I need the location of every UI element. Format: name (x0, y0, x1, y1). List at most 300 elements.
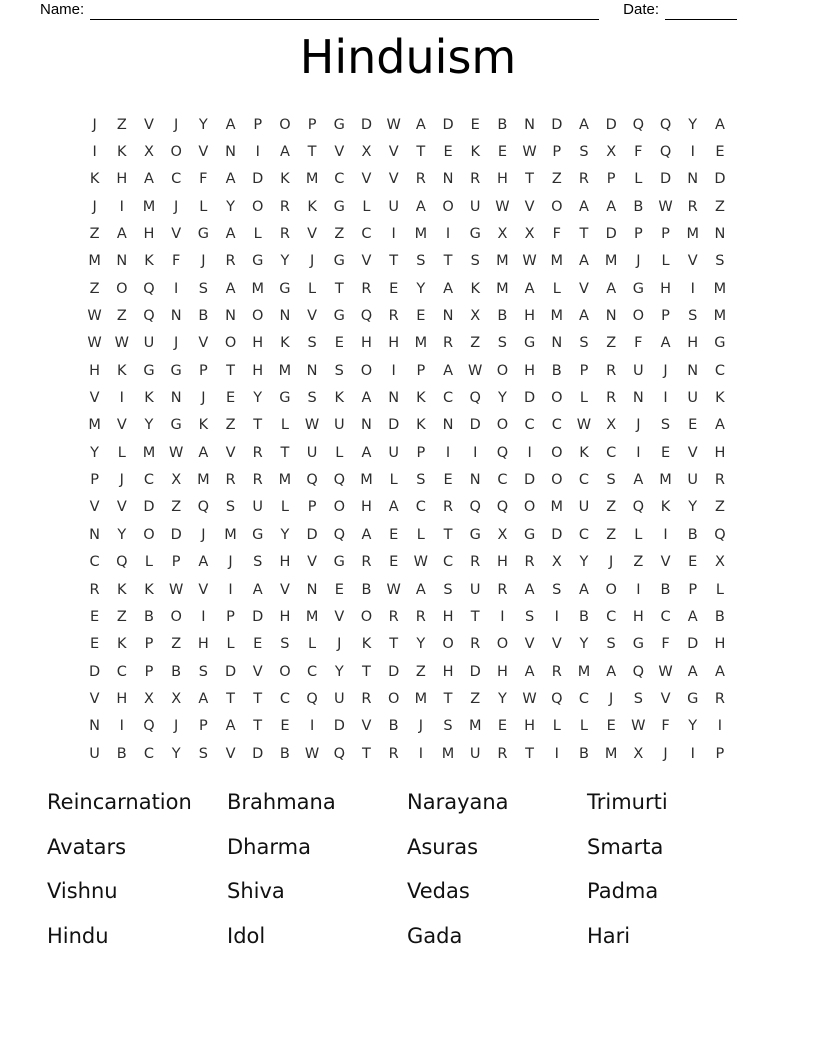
grid-cell: D (89, 663, 101, 680)
grid-cell: H (442, 608, 454, 625)
grid-cell: K (280, 171, 290, 188)
grid-cell: S (470, 253, 480, 270)
grid-cell: H (197, 636, 209, 653)
grid-cell: G (523, 526, 536, 543)
grid-cell: W (87, 335, 102, 352)
grid-cell: M (713, 308, 727, 325)
grid-cell: T (226, 690, 235, 707)
grid-cell: N (605, 308, 617, 325)
grid-cell: Y (117, 526, 127, 543)
grid-cell: Q (659, 116, 672, 133)
grid-cell: V (198, 144, 209, 161)
grid-cell: Z (89, 280, 100, 297)
grid-cell: L (253, 226, 262, 243)
grid-cell: W (631, 718, 646, 735)
grid-cell: L (144, 554, 154, 571)
grid-cell: A (225, 171, 236, 188)
grid-cell: X (144, 144, 154, 161)
grid-cell: M (604, 745, 618, 762)
grid-cell: G (632, 280, 644, 297)
grid-cell: V (171, 226, 182, 243)
grid-cell: Z (225, 417, 236, 434)
grid-cell: U (687, 390, 699, 407)
grid-cell: X (606, 144, 617, 161)
grid-cell: Z (116, 608, 127, 625)
grid-cell: I (500, 608, 505, 625)
grid-cell: D (252, 171, 264, 188)
grid-cell: W (386, 581, 401, 598)
grid-cell: M (142, 198, 156, 215)
grid-cell: O (523, 499, 536, 516)
grid-cell: A (714, 417, 725, 434)
grid-cell: K (470, 144, 480, 161)
grid-cell: M (686, 226, 699, 243)
grid-cell: T (525, 171, 535, 188)
grid-cell: I (174, 280, 179, 297)
grid-cell: O (496, 636, 509, 653)
grid-cell: T (307, 144, 317, 161)
grid-cell: N (442, 308, 454, 325)
grid-cell: F (199, 171, 208, 188)
grid-cell: U (469, 581, 481, 598)
grid-cell: J (609, 690, 614, 707)
grid-cell: T (226, 362, 235, 379)
grid-cell: Z (171, 636, 182, 653)
grid-cell: C (578, 472, 590, 489)
grid-cell: S (307, 335, 317, 352)
grid-cell: E (660, 444, 671, 461)
grid-cell: R (606, 362, 617, 379)
grid-cell: B (171, 663, 182, 680)
grid-cell: I (119, 198, 124, 215)
grid-cell: X (551, 554, 562, 571)
grid-cell: X (171, 690, 182, 707)
grid-cell: Q (143, 280, 155, 297)
grid-cell: Z (606, 335, 617, 352)
grid-cell: A (606, 198, 617, 215)
grid-cell: P (416, 362, 426, 379)
grid-cell: R (497, 745, 508, 762)
grid-cell: J (119, 472, 124, 489)
grid-cell: V (225, 444, 236, 461)
grid-cell: R (578, 171, 589, 188)
grid-cell: Y (198, 116, 208, 133)
grid-cell: O (252, 198, 264, 215)
grid-cell: B (578, 745, 589, 762)
grid-cell: K (117, 362, 127, 379)
grid-cell: J (201, 390, 206, 407)
grid-cell: V (225, 745, 236, 762)
grid-cell: E (389, 280, 399, 297)
grid-cell: O (442, 198, 454, 215)
grid-cell: R (524, 554, 535, 571)
grid-cell: L (226, 636, 235, 653)
grid-cell: O (143, 526, 155, 543)
grid-cell: B (660, 581, 671, 598)
grid-cell: S (225, 499, 236, 516)
grid-cell: R (442, 335, 454, 352)
grid-cell: P (198, 362, 208, 379)
grid-cell: C (524, 417, 535, 434)
grid-cell: V (687, 444, 698, 461)
grid-cell: S (606, 636, 616, 653)
grid-cell: V (198, 581, 209, 598)
grid-cell: A (144, 171, 154, 188)
grid-cell: N (170, 390, 182, 407)
grid-cell: Z (551, 171, 562, 188)
grid-cell: I (554, 608, 559, 625)
grid-cell: M (496, 280, 509, 297)
grid-cell: Y (334, 663, 344, 680)
grid-cell: O (116, 280, 128, 297)
grid-cell: G (279, 280, 291, 297)
grid-cell: Z (116, 308, 127, 325)
grid-cell: R (89, 581, 100, 598)
grid-cell: N (687, 362, 699, 379)
grid-cell: K (198, 417, 209, 434)
word-list-item: Reincarnation (47, 790, 192, 815)
grid-cell: A (606, 663, 617, 680)
grid-cell: O (551, 444, 563, 461)
grid-cell: Y (253, 390, 263, 407)
grid-cell: V (388, 171, 399, 188)
grid-cell: T (253, 690, 263, 707)
grid-cell: A (579, 308, 589, 325)
grid-cell: A (714, 116, 725, 133)
grid-cell: G (333, 198, 345, 215)
grid-cell: V (307, 308, 318, 325)
grid-cell: S (253, 554, 263, 571)
grid-cell: U (687, 472, 699, 489)
grid-cell: H (660, 280, 671, 297)
grid-cell: R (388, 608, 399, 625)
grid-cell: W (522, 690, 537, 707)
grid-cell: N (170, 308, 182, 325)
word-list-item: Dharma (227, 834, 311, 859)
grid-cell: I (473, 444, 478, 461)
grid-cell: K (117, 144, 127, 161)
grid-cell: L (362, 198, 371, 215)
grid-cell: K (334, 390, 345, 407)
grid-cell: O (605, 581, 617, 598)
grid-cell: B (551, 362, 562, 379)
grid-cell: Z (633, 554, 644, 571)
grid-cell: E (470, 116, 480, 133)
grid-cell: H (252, 335, 264, 352)
grid-cell: Y (416, 280, 426, 297)
grid-cell: F (634, 144, 643, 161)
grid-cell: H (116, 690, 128, 707)
grid-cell: A (579, 116, 589, 133)
grid-cell: Z (470, 335, 481, 352)
grid-cell: V (89, 690, 100, 707)
grid-cell: O (252, 308, 264, 325)
grid-cell: E (443, 144, 453, 161)
grid-cell: U (388, 198, 399, 215)
grid-cell: T (579, 226, 589, 243)
grid-cell: X (171, 472, 182, 489)
grid-cell: E (90, 608, 100, 625)
grid-cell: O (360, 362, 373, 379)
grid-cell: S (198, 663, 208, 680)
grid-cell: S (334, 362, 344, 379)
grid-cell: S (552, 581, 562, 598)
grid-cell: N (524, 116, 536, 133)
grid-cell: T (280, 444, 290, 461)
grid-cell: D (224, 663, 237, 680)
grid-cell: N (388, 390, 400, 407)
grid-cell: L (199, 198, 208, 215)
grid-cell: W (168, 444, 184, 461)
grid-cell: Y (688, 116, 698, 133)
grid-cell: A (443, 280, 453, 297)
grid-cell: U (333, 690, 345, 707)
grid-cell: G (143, 362, 155, 379)
grid-cell: I (255, 144, 260, 161)
grid-cell: M (224, 526, 237, 543)
grid-cell: G (687, 690, 699, 707)
grid-cell: N (89, 718, 101, 735)
grid-cell: A (415, 581, 426, 598)
grid-cell: Z (334, 226, 345, 243)
grid-cell: P (226, 608, 235, 625)
grid-cell: T (443, 526, 453, 543)
grid-cell: J (201, 526, 206, 543)
grid-cell: K (280, 335, 290, 352)
grid-cell: G (333, 308, 345, 325)
grid-cell: T (334, 280, 344, 297)
grid-cell: V (116, 417, 127, 434)
grid-cell: B (143, 608, 154, 625)
grid-cell: A (225, 226, 236, 243)
grid-cell: R (279, 198, 290, 215)
grid-cell: D (469, 663, 481, 680)
grid-cell: D (714, 171, 726, 188)
grid-cell: Q (143, 308, 155, 325)
grid-cell: L (280, 417, 289, 434)
grid-cell: M (414, 335, 428, 352)
grid-cell: E (90, 636, 100, 653)
grid-cell: N (687, 171, 699, 188)
grid-cell: Q (333, 472, 345, 489)
grid-cell: D (524, 390, 536, 407)
grid-cell: R (470, 636, 481, 653)
grid-cell: I (391, 362, 396, 379)
grid-cell: R (470, 171, 481, 188)
grid-cell: X (606, 417, 617, 434)
grid-cell: G (469, 526, 481, 543)
grid-cell: I (418, 745, 423, 762)
grid-cell: G (279, 390, 291, 407)
word-list-item: Avatars (47, 834, 127, 859)
grid-cell: L (715, 581, 724, 598)
grid-cell: C (415, 499, 426, 516)
grid-cell: V (89, 499, 100, 516)
grid-cell: V (524, 636, 535, 653)
grid-cell: A (225, 116, 236, 133)
grid-cell: Z (714, 499, 725, 516)
grid-cell: N (361, 417, 372, 434)
grid-cell: H (714, 636, 726, 653)
grid-cell: O (333, 499, 345, 516)
grid-cell: A (361, 444, 372, 461)
grid-cell: H (143, 226, 155, 243)
grid-cell: N (89, 526, 101, 543)
grid-cell: F (661, 636, 670, 653)
grid-cell: H (687, 335, 699, 352)
grid-cell: I (201, 608, 206, 625)
grid-cell: C (551, 417, 562, 434)
grid-cell: V (660, 690, 671, 707)
grid-cell: G (170, 417, 182, 434)
word-search-grid-container (81, 111, 735, 767)
grid-cell: O (279, 663, 291, 680)
grid-cell: Q (143, 718, 155, 735)
grid-cell: X (144, 690, 154, 707)
grid-cell: Z (470, 690, 481, 707)
word-list-item: Vishnu (47, 879, 118, 904)
grid-cell: T (362, 745, 371, 762)
grid-cell: J (201, 253, 206, 270)
grid-cell: O (496, 362, 509, 379)
grid-cell: J (337, 636, 342, 653)
grid-cell: K (579, 444, 589, 461)
grid-cell: A (415, 198, 426, 215)
grid-cell: D (170, 526, 182, 543)
grid-cell: N (306, 362, 318, 379)
grid-cell: Y (416, 636, 426, 653)
grid-cell: I (228, 581, 233, 598)
grid-cell: E (389, 526, 399, 543)
grid-cell: A (388, 499, 399, 516)
grid-cell: S (579, 335, 589, 352)
grid-cell: T (443, 690, 453, 707)
word-list-item: Padma (587, 879, 659, 904)
grid-cell: W (114, 335, 129, 352)
grid-cell: T (443, 253, 453, 270)
grid-cell: I (309, 718, 315, 735)
grid-cell: D (469, 417, 481, 434)
grid-cell: K (117, 581, 127, 598)
grid-cell: T (253, 718, 263, 735)
grid-cell: J (663, 362, 668, 379)
grid-cell: P (416, 444, 426, 461)
grid-cell: M (496, 253, 509, 270)
grid-cell: S (688, 308, 698, 325)
grid-cell: W (576, 417, 592, 434)
grid-cell: U (143, 335, 155, 352)
grid-cell: V (334, 608, 345, 625)
grid-cell: R (470, 554, 481, 571)
grid-cell: L (308, 636, 317, 653)
word-list-item: Vedas (407, 879, 470, 904)
grid-cell: B (198, 308, 209, 325)
grid-cell: N (551, 335, 563, 352)
grid-cell: V (361, 171, 372, 188)
grid-cell: S (606, 472, 616, 489)
grid-cell: H (361, 335, 372, 352)
grid-cell: P (198, 718, 208, 735)
grid-cell: D (442, 116, 454, 133)
grid-cell: E (497, 718, 507, 735)
grid-cell: T (389, 636, 399, 653)
grid-cell: A (443, 362, 453, 379)
grid-cell: C (143, 745, 155, 762)
grid-cell: X (497, 526, 508, 543)
grid-cell: V (551, 636, 562, 653)
grid-cell: S (579, 144, 589, 161)
grid-cell: G (333, 116, 345, 133)
grid-cell: S (443, 718, 453, 735)
grid-cell: N (442, 417, 454, 434)
grid-cell: M (88, 417, 101, 434)
grid-cell: C (606, 444, 617, 461)
grid-cell: V (307, 554, 318, 571)
grid-cell: K (660, 499, 671, 516)
grid-cell: K (307, 198, 317, 215)
grid-cell: L (634, 526, 643, 543)
grid-cell: Y (171, 745, 181, 762)
grid-cell: M (713, 280, 727, 297)
grid-cell: H (496, 554, 508, 571)
grid-cell: V (361, 253, 372, 270)
grid-cell: H (714, 444, 726, 461)
grid-cell: J (609, 554, 614, 571)
grid-cell: V (579, 280, 589, 297)
grid-cell: Q (496, 499, 509, 516)
grid-cell: L (552, 718, 561, 735)
grid-cell: P (661, 226, 670, 243)
grid-cell: C (143, 472, 155, 489)
grid-cell: Q (469, 499, 481, 516)
grid-cell: R (497, 581, 508, 598)
grid-cell: E (497, 144, 507, 161)
grid-cell: E (688, 554, 698, 571)
grid-cell: B (279, 745, 290, 762)
grid-cell: Q (496, 444, 509, 461)
grid-cell: A (687, 663, 698, 680)
grid-cell: M (360, 472, 373, 489)
grid-cell: R (225, 253, 236, 270)
grid-cell: Y (688, 499, 698, 516)
grid-cell: H (279, 608, 291, 625)
grid-cell: D (687, 636, 699, 653)
grid-cell: V (660, 554, 671, 571)
grid-cell: M (550, 253, 564, 270)
grid-cell: G (170, 362, 182, 379)
grid-cell: K (144, 253, 154, 270)
grid-cell: Y (579, 554, 589, 571)
grid-cell: D (551, 116, 563, 133)
grid-cell: N (225, 308, 236, 325)
grid-cell: V (307, 226, 318, 243)
grid-cell: G (252, 253, 264, 270)
grid-cell: S (633, 690, 643, 707)
grid-cell: P (661, 308, 670, 325)
grid-cell: R (606, 390, 617, 407)
grid-cell: A (606, 280, 617, 297)
grid-cell: Q (632, 499, 645, 516)
grid-cell: O (224, 335, 237, 352)
grid-cell: H (279, 554, 291, 571)
grid-cell: A (361, 390, 372, 407)
grid-cell: Y (579, 636, 589, 653)
grid-cell: D (306, 526, 318, 543)
name-label: Name: (40, 1, 85, 18)
grid-cell: B (497, 116, 508, 133)
grid-cell: N (442, 171, 454, 188)
grid-cell: S (198, 280, 208, 297)
